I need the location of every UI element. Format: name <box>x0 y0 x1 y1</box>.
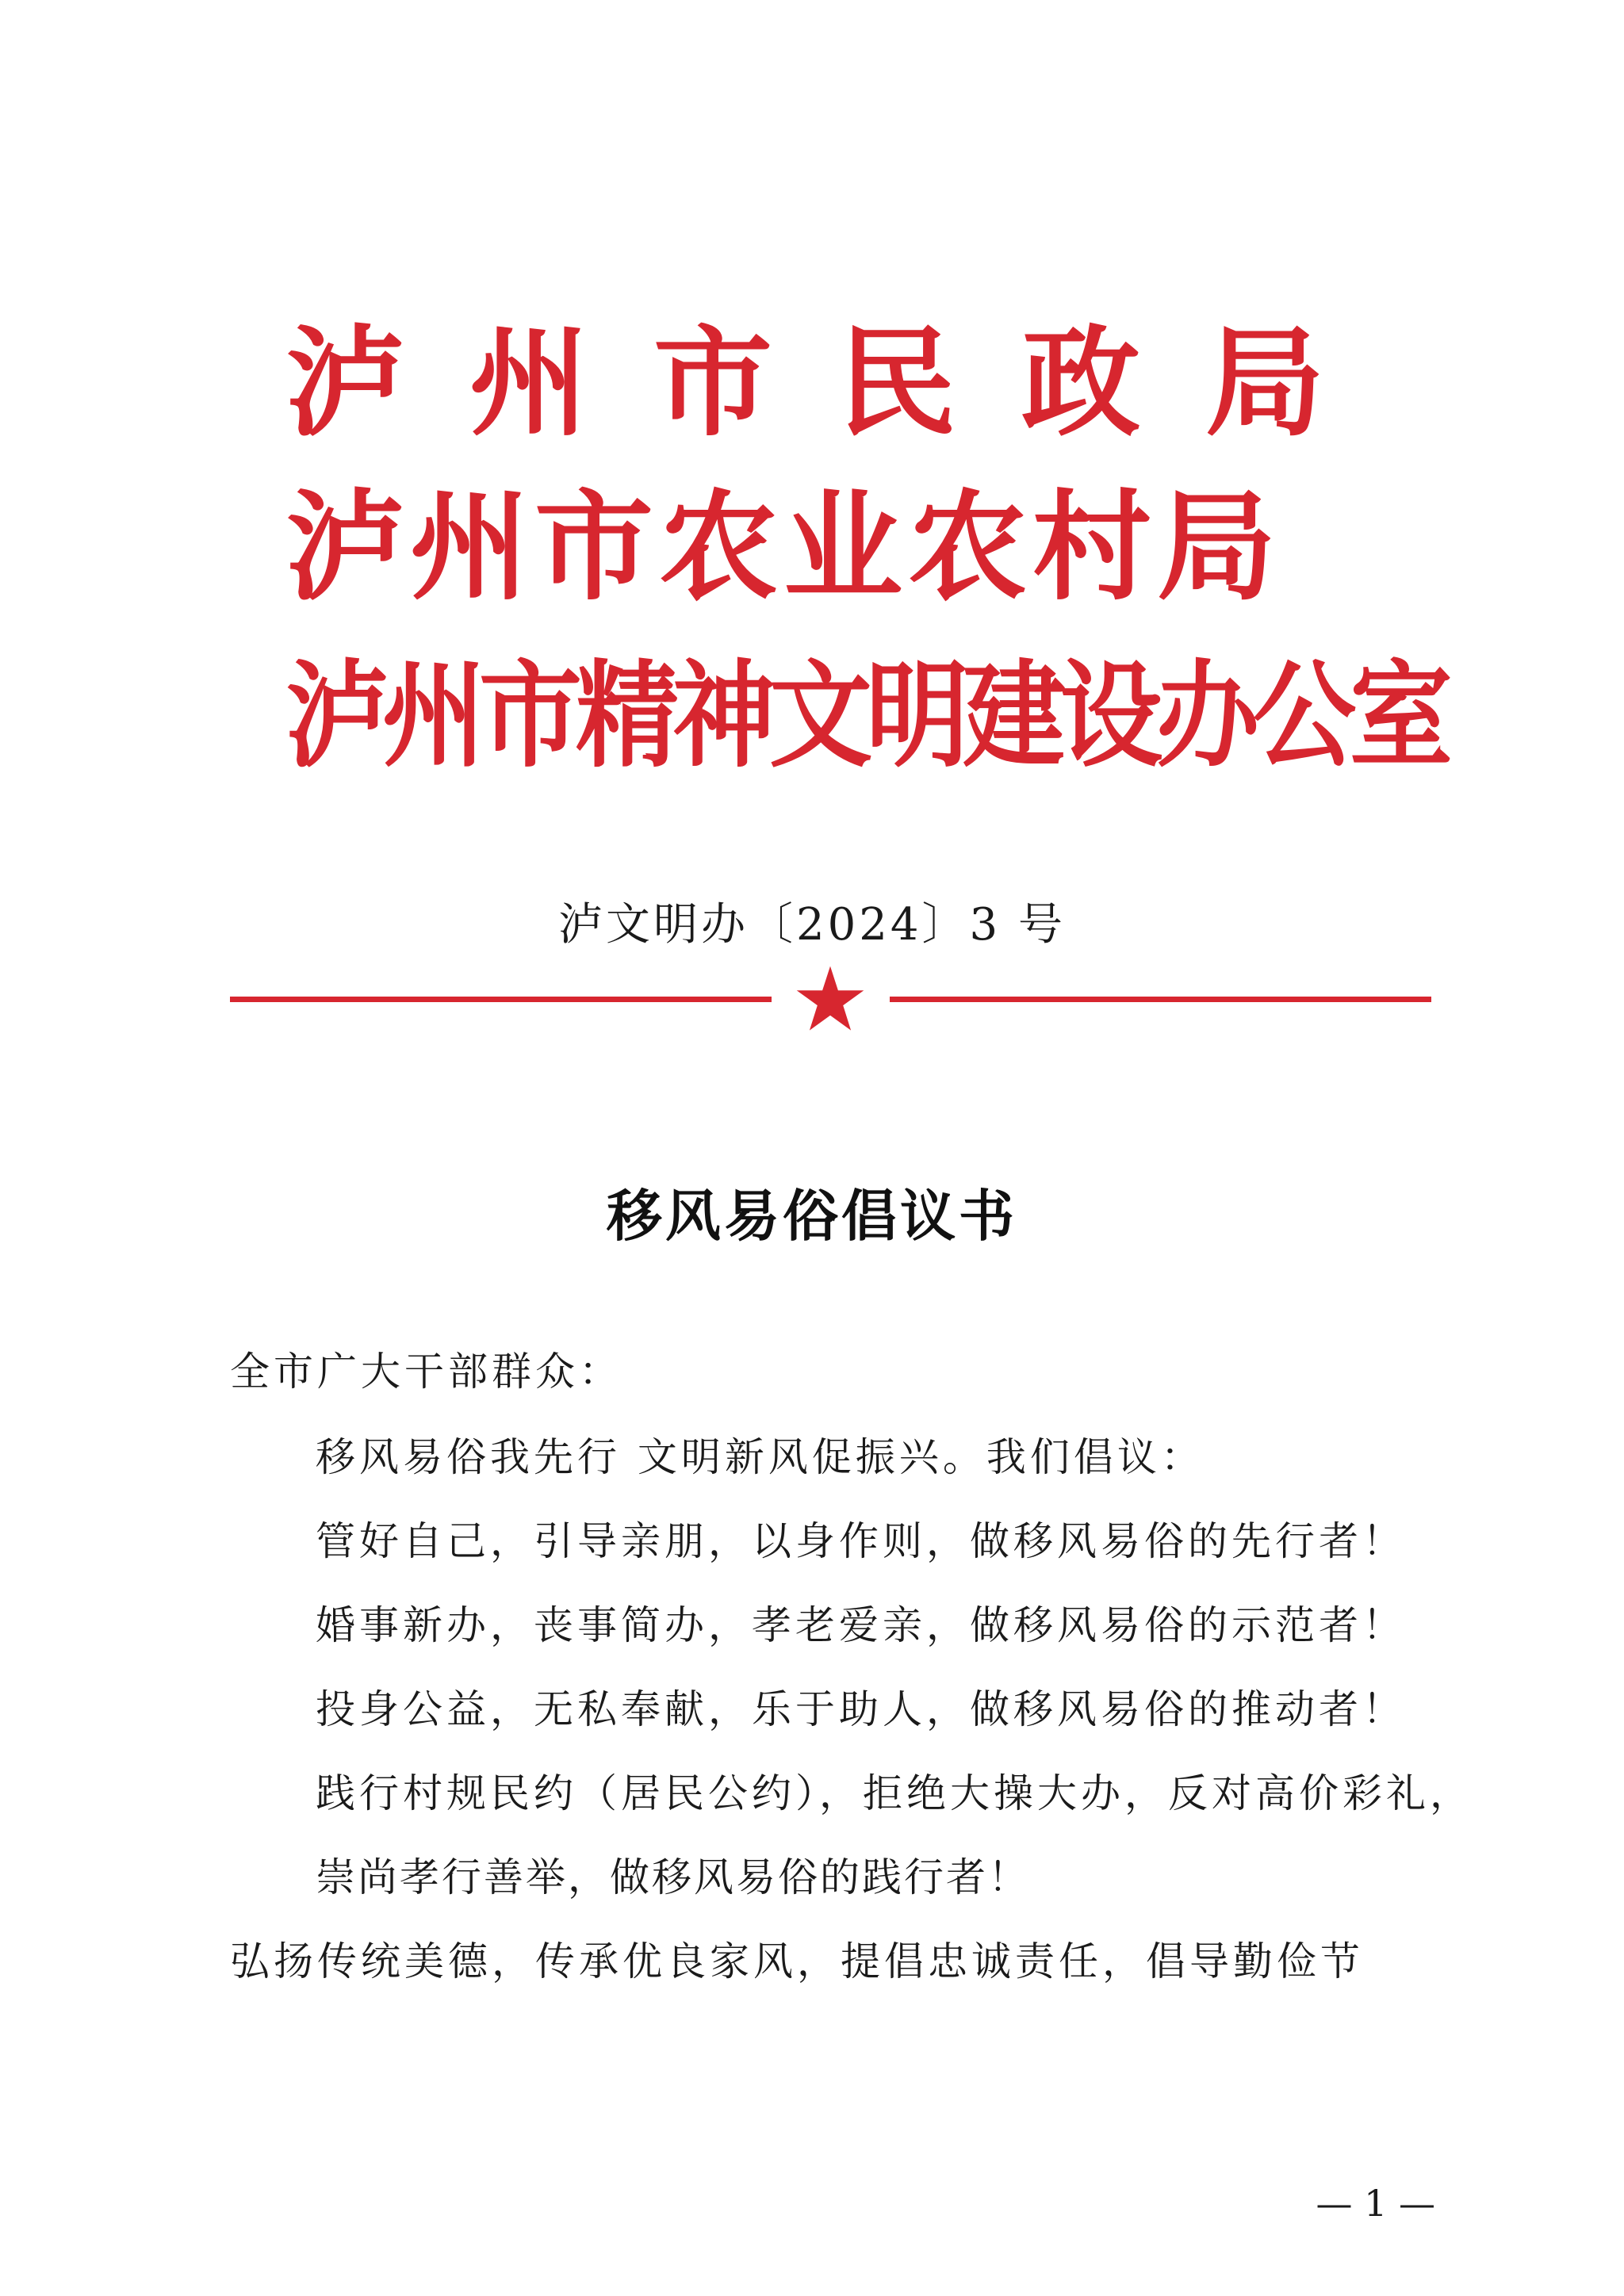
page-number: — 1 — <box>1316 2182 1435 2225</box>
agency-name-civil-affairs: 泸州市民政局 <box>285 313 1390 453</box>
paragraph: 管好自己，引导亲朋，以身作则，做移风易俗的先行者！ <box>316 1518 1406 1564</box>
salutation: 全市广大干部群众： <box>230 1349 622 1395</box>
divider-line-right <box>890 997 1431 1002</box>
document-title: 移风易俗倡议书 <box>607 1183 1017 1249</box>
paragraph-continuation: 弘扬传统美德，传承优良家风，提倡忠诚责任，倡导勤俭节 <box>230 1938 1364 1984</box>
paragraph: 崇尚孝行善举，做移风易俗的践行者！ <box>316 1854 1030 1900</box>
paragraph: 践行村规民约（居民公约），拒绝大操大办，反对高价彩礼， <box>316 1770 1473 1816</box>
paragraph: 婚事新办，丧事简办，孝老爱亲，做移风易俗的示范者！ <box>316 1602 1406 1648</box>
agency-name-civilization-office: 泸州市精神文明建设办公室 <box>285 647 1447 783</box>
red-star-icon <box>795 963 866 1035</box>
red-header-divider <box>230 963 1431 1035</box>
document-number: 泸文明办〔2024〕3 号 <box>558 899 1066 951</box>
paragraph: 移风易俗我先行 文明新风促振兴。我们倡议： <box>316 1434 1205 1480</box>
divider-line-left <box>230 997 772 1002</box>
agency-name-agriculture: 泸州市农业农村局 <box>285 477 1282 617</box>
paragraph: 投身公益，无私奉献，乐于助人，做移风易俗的推动者！ <box>316 1686 1406 1732</box>
